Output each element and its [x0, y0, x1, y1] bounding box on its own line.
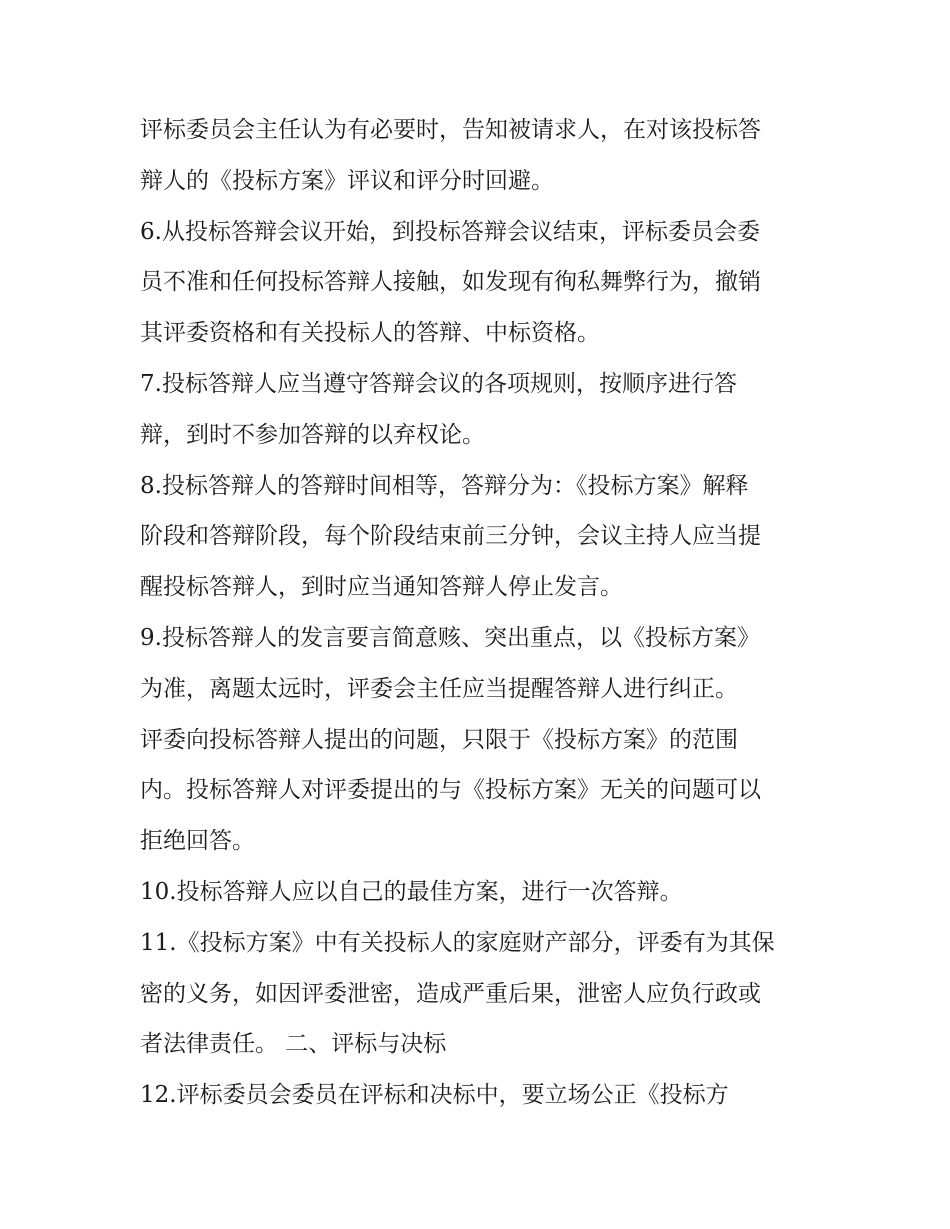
text-line: 8.投标答辩人的答辩时间相等，答辩分为：《投标方案》解释: [140, 472, 749, 499]
text-line: 阶段和答辩阶段，每个阶段结束前三分钟，会议主持人应当提: [140, 523, 761, 550]
text-line: 者法律责任。 二、评标与决标: [140, 1031, 447, 1058]
text-line: 醒投标答辩人，到时应当通知答辩人停止发言。: [140, 574, 623, 601]
text-line: 内。投标答辩人对评委提出的与《投标方案》无关的问题可以: [140, 777, 761, 804]
text-line: 评标委员会主任认为有必要时，告知被请求人，在对该投标答: [140, 117, 761, 143]
text-line: 6.从投标答辩会议开始，到投标答辩会议结束，评标委员会委: [140, 218, 760, 245]
text-line: 其评委资格和有关投标人的答辩、中标资格。: [140, 320, 600, 347]
text-line: 9.投标答辩人的发言要言简意赅、突出重点，以《投标方案》: [140, 624, 760, 651]
text-line: 评委向投标答辩人提出的问题，只限于《投标方案》的范围: [140, 726, 738, 753]
text-line: 为准，离题太远时，评委会主任应当提醒答辩人进行纠正。: [140, 675, 738, 702]
text-line: 12.评标委员会委员在评标和决标中，要立场公正《投标方: [140, 1082, 729, 1109]
text-line: 辩，到时不参加答辩的以弃权论。: [140, 421, 485, 448]
text-line: 拒绝回答。: [140, 828, 255, 855]
text-line: 10.投标答辩人应以自己的最佳方案，进行一次答辩。: [140, 878, 683, 905]
text-line: 7.投标答辩人应当遵守答辩会议的各项规则，按顺序进行答: [140, 370, 737, 397]
document-body: [140, 105, 820, 1121]
text-line: 辩人的《投标方案》评议和评分时回避。: [140, 167, 554, 194]
text-line: 员不准和任何投标答辩人接触，如发现有徇私舞弊行为，撤销: [140, 269, 761, 296]
text-line: 密的义务，如因评委泄密，造成严重后果，泄密人应负行政或: [140, 980, 761, 1007]
text-line: 11.《投标方案》中有关投标人的家庭财产部分，评委有为其保: [140, 929, 775, 956]
